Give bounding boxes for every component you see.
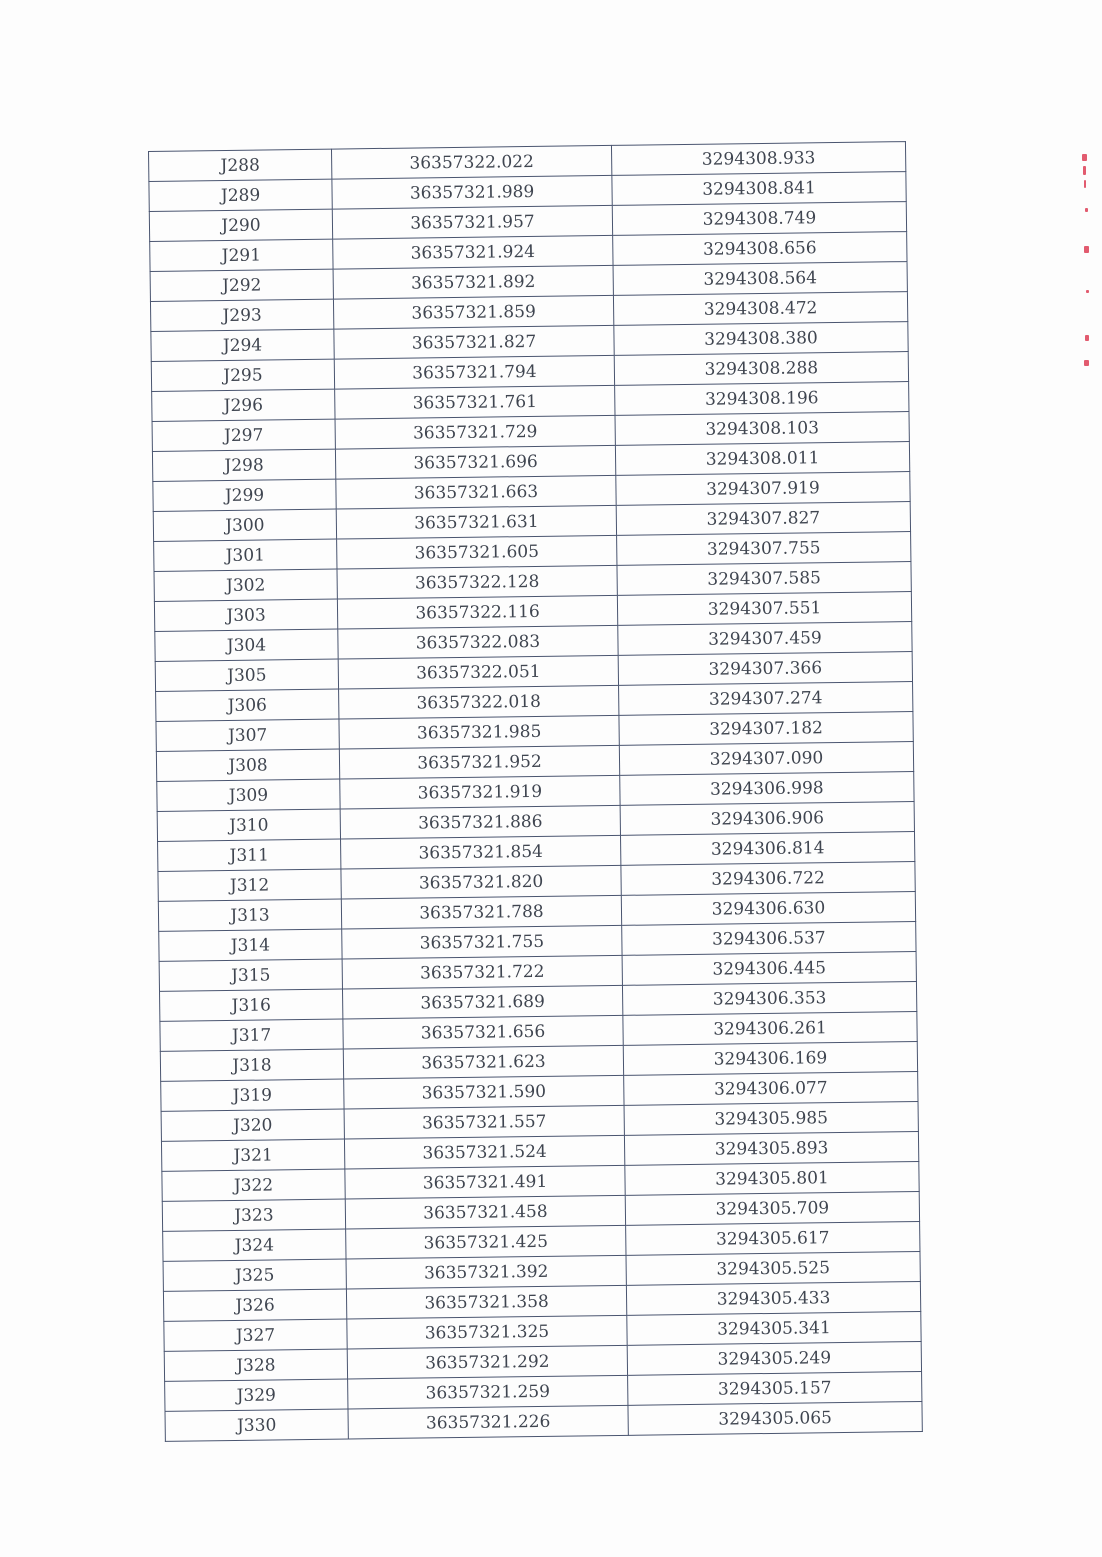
point-id-cell: J326 [163,1289,346,1321]
x-coordinate-cell: 36357322.018 [339,685,619,719]
x-coordinate-cell: 36357321.722 [342,955,622,989]
x-coordinate-cell: 36357321.854 [341,835,621,869]
x-coordinate-cell: 36357321.325 [347,1315,627,1349]
x-coordinate-cell: 36357321.259 [348,1375,628,1409]
point-id-cell: J308 [156,749,339,781]
point-id-cell: J330 [165,1409,348,1441]
coordinate-table [148,141,923,1442]
point-id-cell: J322 [162,1169,345,1201]
point-id-cell: J297 [152,419,335,451]
y-coordinate-cell: 3294308.841 [612,172,906,206]
y-coordinate-cell: 3294308.656 [613,232,907,266]
point-id-cell: J305 [155,659,338,691]
y-coordinate-cell: 3294305.525 [626,1251,920,1285]
y-coordinate-cell: 3294307.090 [619,742,913,776]
point-id-cell: J298 [152,449,335,481]
x-coordinate-cell: 36357321.924 [333,235,613,269]
point-id-cell: J311 [158,839,341,871]
point-id-cell: J295 [151,359,334,391]
y-coordinate-cell: 3294305.433 [626,1281,920,1315]
point-id-cell: J304 [155,629,338,661]
y-coordinate-cell: 3294307.366 [618,652,912,686]
x-coordinate-cell: 36357321.952 [339,745,619,779]
point-id-cell: J318 [160,1049,343,1081]
seal-stamp-edge [1078,150,1092,380]
point-id-cell: J319 [161,1079,344,1111]
point-id-cell: J320 [161,1109,344,1141]
point-id-cell: J289 [149,179,332,211]
y-coordinate-cell: 3294305.157 [628,1371,922,1405]
x-coordinate-cell: 36357322.128 [337,565,617,599]
y-coordinate-cell: 3294305.985 [624,1102,918,1136]
x-coordinate-cell: 36357321.358 [346,1285,626,1319]
y-coordinate-cell: 3294308.288 [614,352,908,386]
point-id-cell: J299 [153,479,336,511]
point-id-cell: J292 [150,269,333,301]
point-id-cell: J328 [164,1349,347,1381]
point-id-cell: J321 [161,1139,344,1171]
y-coordinate-cell: 3294305.709 [625,1191,919,1225]
x-coordinate-cell: 36357322.022 [331,145,611,179]
point-id-cell: J324 [163,1229,346,1261]
y-coordinate-cell: 3294308.380 [614,322,908,356]
x-coordinate-cell: 36357321.761 [335,385,615,419]
x-coordinate-cell: 36357321.226 [348,1405,628,1439]
point-id-cell: J291 [150,239,333,271]
x-coordinate-cell: 36357321.631 [336,505,616,539]
x-coordinate-cell: 36357321.491 [345,1165,625,1199]
y-coordinate-cell: 3294308.933 [611,142,905,176]
y-coordinate-cell: 3294308.011 [615,442,909,476]
point-id-cell: J300 [153,509,336,541]
point-id-cell: J309 [157,779,340,811]
x-coordinate-cell: 36357321.919 [340,775,620,809]
y-coordinate-cell: 3294306.353 [622,982,916,1016]
x-coordinate-cell: 36357322.116 [337,595,617,629]
y-coordinate-cell: 3294307.459 [618,622,912,656]
x-coordinate-cell: 36357322.051 [338,655,618,689]
point-id-cell: J303 [154,599,337,631]
x-coordinate-cell: 36357321.458 [345,1195,625,1229]
point-id-cell: J301 [154,539,337,571]
point-id-cell: J327 [164,1319,347,1351]
point-id-cell: J310 [157,809,340,841]
y-coordinate-cell: 3294305.341 [627,1311,921,1345]
y-coordinate-cell: 3294306.445 [622,952,916,986]
x-coordinate-cell: 36357321.656 [343,1015,623,1049]
point-id-cell: J293 [150,299,333,331]
x-coordinate-cell: 36357321.292 [347,1345,627,1379]
x-coordinate-cell: 36357321.820 [341,865,621,899]
x-coordinate-cell: 36357321.696 [335,445,615,479]
point-id-cell: J290 [149,209,332,241]
y-coordinate-cell: 3294307.182 [619,712,913,746]
y-coordinate-cell: 3294305.617 [626,1221,920,1255]
y-coordinate-cell: 3294308.564 [613,262,907,296]
point-id-cell: J288 [149,149,332,181]
y-coordinate-cell: 3294308.196 [615,382,909,416]
x-coordinate-cell: 36357321.892 [333,265,613,299]
y-coordinate-cell: 3294306.261 [623,1012,917,1046]
point-id-cell: J307 [156,719,339,751]
point-id-cell: J315 [159,959,342,991]
x-coordinate-cell: 36357321.886 [340,805,620,839]
y-coordinate-cell: 3294306.169 [623,1042,917,1076]
x-coordinate-cell: 36357321.788 [341,895,621,929]
point-id-cell: J302 [154,569,337,601]
y-coordinate-cell: 3294307.551 [617,592,911,626]
point-id-cell: J313 [158,899,341,931]
y-coordinate-cell: 3294307.919 [616,472,910,506]
point-id-cell: J317 [160,1019,343,1051]
y-coordinate-cell: 3294307.585 [617,562,911,596]
y-coordinate-cell: 3294305.249 [627,1341,921,1375]
x-coordinate-cell: 36357321.557 [344,1105,624,1139]
point-id-cell: J323 [162,1199,345,1231]
y-coordinate-cell: 3294306.906 [620,802,914,836]
y-coordinate-cell: 3294308.472 [613,292,907,326]
coordinate-table-body [149,142,923,1442]
y-coordinate-cell: 3294305.893 [624,1131,918,1165]
point-id-cell: J294 [151,329,334,361]
y-coordinate-cell: 3294307.274 [619,682,913,716]
x-coordinate-cell: 36357321.755 [342,925,622,959]
y-coordinate-cell: 3294306.722 [621,862,915,896]
x-coordinate-cell: 36357321.425 [346,1225,626,1259]
point-id-cell: J306 [156,689,339,721]
point-id-cell: J314 [159,929,342,961]
x-coordinate-cell: 36357321.392 [346,1255,626,1289]
x-coordinate-cell: 36357321.524 [344,1135,624,1169]
x-coordinate-cell: 36357321.985 [339,715,619,749]
point-id-cell: J316 [160,989,343,1021]
y-coordinate-cell: 3294308.103 [615,412,909,446]
point-id-cell: J312 [158,869,341,901]
x-coordinate-cell: 36357321.663 [336,475,616,509]
y-coordinate-cell: 3294306.998 [620,772,914,806]
x-coordinate-cell: 36357322.083 [338,625,618,659]
y-coordinate-cell: 3294307.755 [617,532,911,566]
point-id-cell: J325 [163,1259,346,1291]
y-coordinate-cell: 3294305.065 [628,1401,922,1435]
x-coordinate-cell: 36357321.794 [334,355,614,389]
x-coordinate-cell: 36357321.859 [333,295,613,329]
x-coordinate-cell: 36357321.605 [337,535,617,569]
y-coordinate-cell: 3294306.630 [621,892,915,926]
y-coordinate-cell: 3294305.801 [625,1161,919,1195]
x-coordinate-cell: 36357321.729 [335,415,615,449]
x-coordinate-cell: 36357321.957 [332,205,612,239]
x-coordinate-cell: 36357321.590 [344,1075,624,1109]
y-coordinate-cell: 3294306.077 [624,1072,918,1106]
x-coordinate-cell: 36357321.623 [343,1045,623,1079]
point-id-cell: J329 [165,1379,348,1411]
x-coordinate-cell: 36357321.827 [334,325,614,359]
x-coordinate-cell: 36357321.989 [332,175,612,209]
point-id-cell: J296 [152,389,335,421]
y-coordinate-cell: 3294307.827 [616,502,910,536]
y-coordinate-cell: 3294306.814 [620,832,914,866]
x-coordinate-cell: 36357321.689 [342,985,622,1019]
y-coordinate-cell: 3294306.537 [622,922,916,956]
y-coordinate-cell: 3294308.749 [612,202,906,236]
